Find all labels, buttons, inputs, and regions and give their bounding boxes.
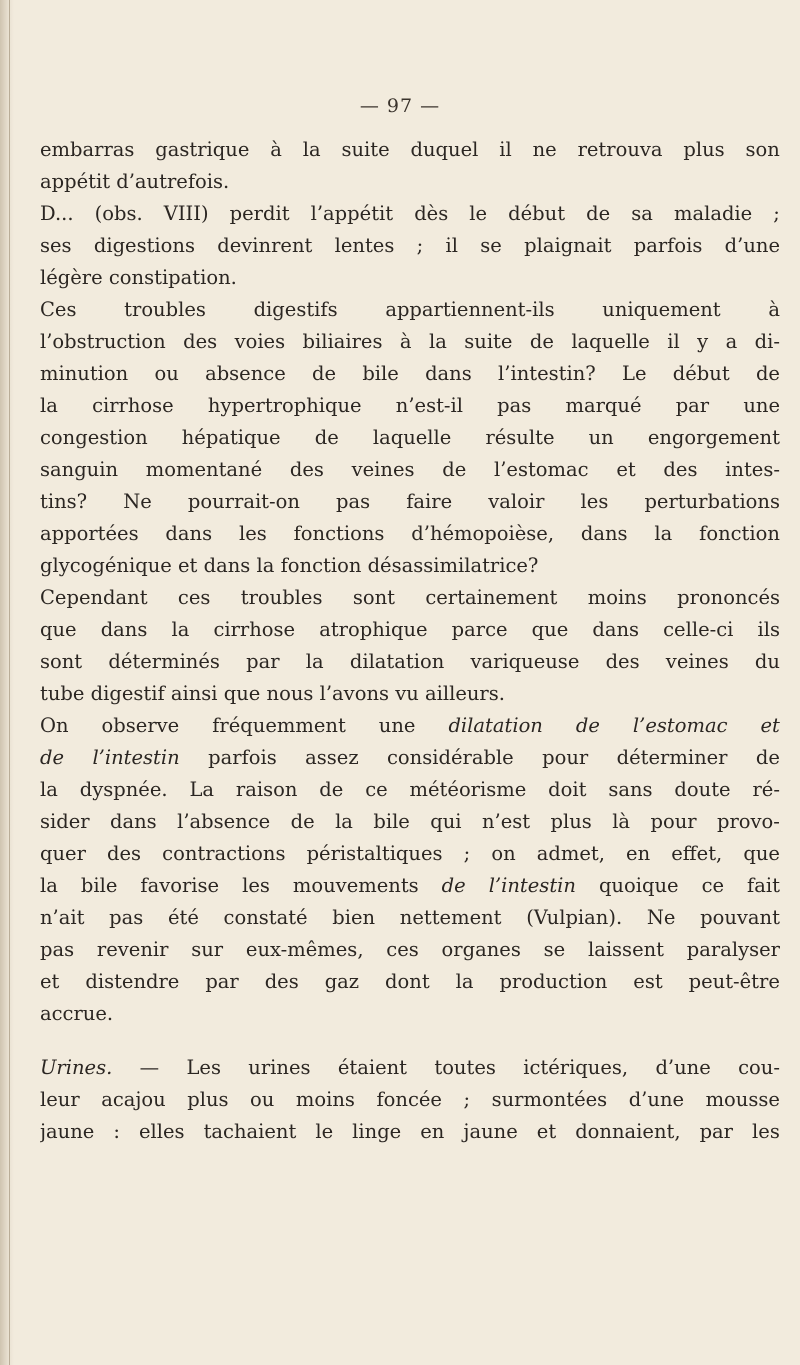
text-line: appétit d’autrefois. <box>40 170 230 193</box>
text-line: que dans la cirrhose atrophique parce que dans celle-ci ils <box>40 618 780 641</box>
text-line: légère constipation. <box>40 266 237 289</box>
text-line: minution ou absence de bile dans l’intestin? Le début de <box>40 362 780 385</box>
page-binding-edge <box>0 0 14 1365</box>
text-line: Cependant ces troubles sont certainement moins prononcés <box>40 586 780 609</box>
text-line: de l’intestin parfois assez considérable pour déterminer de <box>40 746 780 769</box>
text-line: quer des contractions péristaltiques ; on admet, en effet, que <box>40 842 780 865</box>
text-line: la dyspnée. La raison de ce météorisme doit sans doute ré- <box>40 778 780 801</box>
text-line: D... (obs. VIII) perdit l’appétit dès le début de sa maladie ; <box>40 202 780 225</box>
text-line: tins? Ne pourrait-on pas faire valoir les perturbations <box>40 490 780 513</box>
text-line: n’ait pas été constaté bien nettement (Vulpian). Ne pouvant <box>40 906 780 929</box>
page-number: — 97 — <box>359 95 441 117</box>
text-line: leur acajou plus ou moins foncée ; surmontées d’une mousse <box>40 1088 780 1111</box>
text-line: la cirrhose hypertrophique n’est-il pas marqué par une <box>40 394 780 417</box>
text-line: jaune : elles tachaient le linge en jaune et donnaient, par les <box>40 1120 780 1143</box>
text-line: et distendre par des gaz dont la production est peut-être <box>40 970 780 993</box>
text-line: ses digestions devinrent lentes ; il se plaignait parfois d’une <box>40 234 780 257</box>
text-line: apportées dans les fonctions d’hémopoièse, dans la fonction <box>40 522 780 545</box>
text-line: tube digestif ainsi que nous l’avons vu ailleurs. <box>40 682 505 705</box>
text-line: accrue. <box>40 1002 114 1025</box>
text-line: On observe fréquemment une dilatation de l’estomac et <box>40 714 780 737</box>
text-line: Urines. — Les urines étaient toutes ictériques, d’une cou- <box>40 1056 780 1079</box>
text-line: sont déterminés par la dilatation variqueuse des veines du <box>40 650 780 673</box>
text-line: embarras gastrique à la suite duquel il ne retrouva plus son <box>40 138 780 161</box>
text-line: sanguin momentané des veines de l’estomac et des intes- <box>40 458 780 481</box>
text-line: Ces troubles digestifs appartiennent-ils uniquement à <box>40 298 780 321</box>
body-text <box>40 134 780 1148</box>
text-line: l’obstruction des voies biliaires à la suite de laquelle il y a di- <box>40 330 780 353</box>
text-line: sider dans l’absence de la bile qui n’est plus là pour provo- <box>40 810 780 833</box>
paragraph-spacer <box>40 1030 780 1052</box>
text-line: congestion hépatique de laquelle résulte un engorgement <box>40 426 780 449</box>
text-line: glycogénique et dans la fonction désassimilatrice? <box>40 554 539 577</box>
text-line: pas revenir sur eux-mêmes, ces organes se laissent paralyser <box>40 938 780 961</box>
text-line: la bile favorise les mouvements de l’intestin quoique ce fait <box>40 874 780 897</box>
